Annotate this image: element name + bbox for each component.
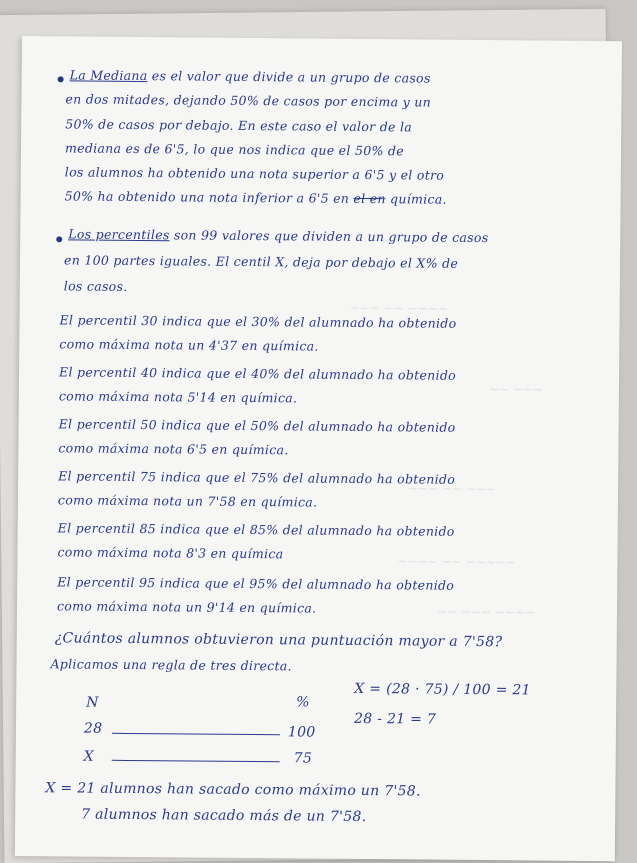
- show-through-text: ~~~ ~~ ~~~~: [349, 300, 448, 316]
- row-2-right: 75: [293, 750, 313, 767]
- percentil-75-line-2: como máxima nota un 7'58 en química.: [57, 492, 318, 510]
- row-2-left: X: [83, 748, 95, 765]
- bullet-percentiles: [56, 236, 62, 242]
- percentil-40-line-2: como máxima nota 5'14 en química.: [58, 388, 298, 406]
- percentil-85-line-1: El percentil 85 indica que el 85% del alumnado ha obtenido: [57, 520, 455, 539]
- column-percent-label: %: [296, 694, 310, 711]
- mediana-line-3: 50% de casos por debajo. En este caso el valor de la: [65, 116, 413, 135]
- percentil-75-line-1: El percentil 75 indica que el 75% del alumnado ha obtenido: [58, 468, 456, 487]
- column-n-label: N: [86, 694, 99, 711]
- percentil-40-line-1: El percentil 40 indica que el 40% del alumnado ha obtenido: [59, 364, 457, 383]
- mediana-line-2: en dos mitades, dejando 50% de casos por encima y un: [65, 91, 432, 110]
- show-through-text: ~~ ~~~: [488, 382, 544, 397]
- notebook-page: [15, 36, 622, 861]
- mediana-line-4: mediana es de 6'5, lo que nos indica que el 50% de: [64, 140, 405, 159]
- percentiles-line-2: en 100 partes iguales. El centil X, deja por debajo el X% de: [63, 252, 459, 271]
- percentiles-line-3: los casos.: [63, 278, 128, 294]
- show-through-text: ~~~~ ~~ ~~~~~: [397, 554, 516, 570]
- row-1-line: [112, 733, 280, 735]
- bullet-mediana: [58, 76, 64, 82]
- percentil-95-line-2: como máxima nota un 9'14 en química.: [56, 598, 317, 616]
- show-through-text: ~~~ ~~ ~~~: [408, 481, 497, 497]
- percentil-95-line-1: El percentil 95 indica que el 95% del alumnado ha obtenido: [57, 574, 455, 593]
- row-2-line: [112, 760, 280, 762]
- mediana-line-5: los alumnos ha obtenido una nota superior a 6'5 y el otro: [64, 164, 445, 183]
- percentil-30-line-1: El percentil 30 indica que el 30% del alumnado ha obtenido: [59, 312, 457, 331]
- mediana-line-6: 50% ha obtenido una nota inferior a 6'5 en el en química.: [64, 188, 447, 207]
- percentil-30-line-2: como máxima nota un 4'37 en química.: [59, 336, 319, 354]
- rule-of-three-label: Aplicamos una regla de tres directa.: [50, 656, 292, 674]
- heading-percentiles: Los percentiles son 99 valores que dividen a un grupo de casos: [68, 226, 489, 246]
- percentil-50-line-2: como máxima nota 6'5 en química.: [58, 440, 289, 458]
- percentil-50-line-1: El percentil 50 indica que el 50% del alumnado ha obtenido: [58, 416, 456, 435]
- answer-line-1: X = 21 alumnos han sacado como máximo un 7'58.: [45, 780, 421, 800]
- show-through-text: ~~ ~~~ ~~~~: [436, 604, 536, 620]
- percentil-85-line-2: como máxima nota 8'3 en química: [57, 544, 284, 562]
- row-1-left: 28: [83, 720, 103, 737]
- crossed-out-word: el en: [353, 190, 386, 207]
- answer-line-2: 7 alumnos han sacado más de un 7'58.: [81, 806, 367, 826]
- heading-mediana: La Mediana es el valor que divide a un grupo de casos: [69, 67, 431, 86]
- row-1-right: 100: [287, 724, 316, 741]
- calculation-x: X = (28 · 75) / 100 = 21: [354, 680, 531, 699]
- calculation-difference: 28 - 21 = 7: [353, 710, 437, 728]
- question-line: ¿Cuántos alumnos obtuvieron una puntuación mayor a 7'58?: [54, 630, 503, 651]
